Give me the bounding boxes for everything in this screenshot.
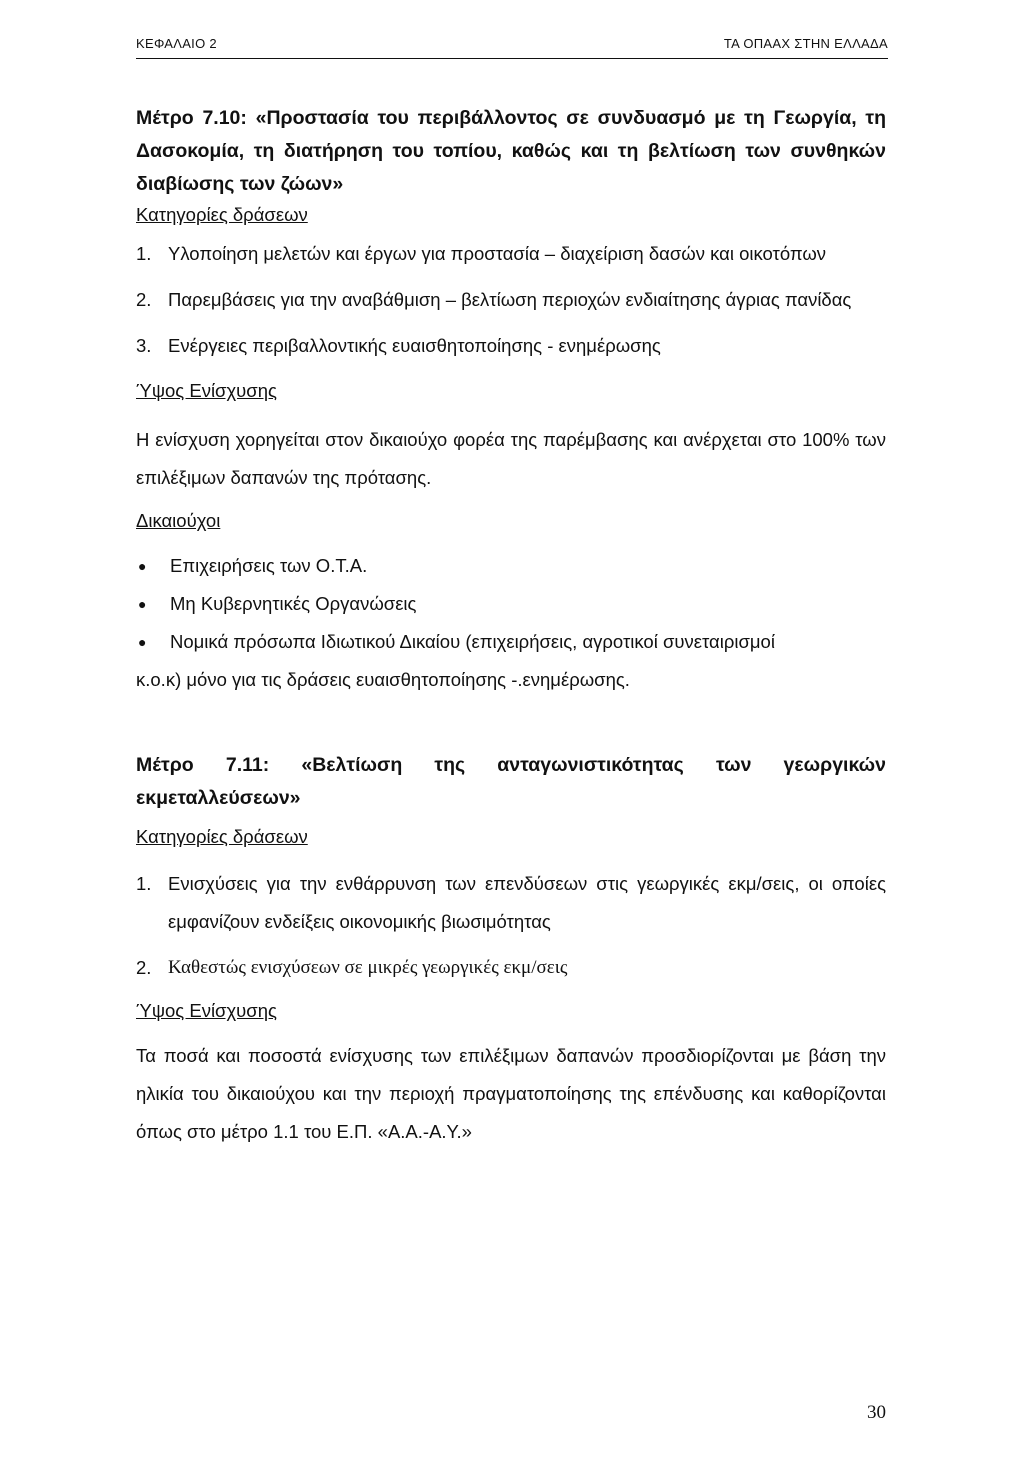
bullet-continuation: κ.ο.κ) μόνο για τις δράσεις ευαισθητοποίησης -.ενημέρωσης. — [136, 669, 630, 690]
measure-10-categories-heading: Κατηγορίες δράσεων — [136, 204, 308, 225]
measure-10-beneficiaries-heading: Δικαιούχοι — [136, 510, 221, 531]
measure-10-title: Μέτρο 7.10: «Προστασία του περιβάλλοντος σε συνδυασμό με τη Γεωργία, τη Δασοκομία, τη διατήρηση του τοπίου, καθώς και τη βελτίωση των συνθηκών διαβίωσης των ζώων» — [136, 107, 886, 195]
measure-11-title: Μέτρο 7.11: «Βελτίωση της ανταγωνιστικότητας των γεωργικών εκμεταλλεύσεων» — [136, 754, 886, 809]
page-number: 30 — [867, 1402, 886, 1423]
header-section: ΤΑ ΟΠΑΑΧ ΣΤΗΝ ΕΛΛΑΔΑ — [723, 36, 888, 51]
list-item-number: 1. — [136, 243, 152, 264]
list-item — [136, 949, 886, 987]
measure-11-categories-heading: Κατηγορίες δράσεων — [136, 826, 308, 847]
bullet-icon: ● — [138, 634, 147, 650]
running-header — [136, 36, 888, 59]
list-item-number: 1. — [136, 873, 152, 894]
list-item — [136, 235, 886, 273]
bullet-item — [136, 623, 886, 661]
list-item-text: Ενισχύσεις για την ενθάρρυνση των επενδύσεων στις γεωργικές εκμ/σεις, οι οποίες εμφανίζουν ενδείξεις οικονομικής βιωσιμότητας — [168, 873, 886, 932]
measure-10-support-heading: Ύψος Ενίσχυσης — [136, 380, 277, 401]
list-item — [136, 327, 886, 365]
bullet-icon: ● — [138, 596, 147, 612]
measure-10-support-text: Η ενίσχυση χορηγείται στον δικαιούχο φορέα της παρέμβασης και ανέρχεται στο 100% των επιλέξιμων δαπανών της πρότασης. — [136, 429, 886, 488]
beneficiaries-list — [136, 547, 886, 699]
list-item — [136, 865, 886, 941]
bullet-icon: ● — [138, 558, 147, 574]
bullet-text: Νομικά πρόσωπα Ιδιωτικού Δικαίου (επιχειρήσεις, αγροτικοί συνεταιρισμοί — [170, 631, 775, 652]
measure-11-support-heading: Ύψος Ενίσχυσης — [136, 1000, 277, 1021]
bullet-text: Επιχειρήσεις των Ο.Τ.Α. — [170, 555, 368, 576]
list-item-number: 3. — [136, 335, 152, 356]
bullet-text: Μη Κυβερνητικές Οργανώσεις — [170, 593, 417, 614]
list-item-number: 2. — [136, 957, 152, 978]
list-item-number: 2. — [136, 289, 152, 310]
bullet-item — [136, 547, 886, 585]
measure-11-action-list — [136, 865, 886, 987]
bullet-item — [136, 585, 886, 623]
measure-11-support-text: Τα ποσά και ποσοστά ενίσχυσης των επιλέξιμων δαπανών προσδιορίζονται με βάση την ηλικία του δικαιούχου και την περιοχή πραγματοποίησης της επένδυσης και καθορίζονται όπως στο μέτρο 1.1 του Ε.Π. «Α.Α.-Α.Υ.» — [136, 1045, 886, 1142]
header-chapter: ΚΕΦΑΛΑΙΟ 2 — [136, 36, 217, 51]
list-item-text: Παρεμβάσεις για την αναβάθμιση – βελτίωση περιοχών ενδιαίτησης άγριας πανίδας — [168, 289, 852, 310]
list-item-text: Καθεστώς ενισχύσεων σε μικρές γεωργικές εκμ/σεις — [168, 957, 568, 978]
list-item — [136, 281, 886, 319]
list-item-text: Ενέργειες περιβαλλοντικής ευαισθητοποίησης - ενημέρωσης — [168, 335, 661, 356]
measure-10-action-list — [136, 235, 886, 365]
page-content — [136, 102, 886, 1151]
list-item-text: Υλοποίηση μελετών και έργων για προστασία – διαχείριση δασών και οικοτόπων — [168, 243, 827, 264]
